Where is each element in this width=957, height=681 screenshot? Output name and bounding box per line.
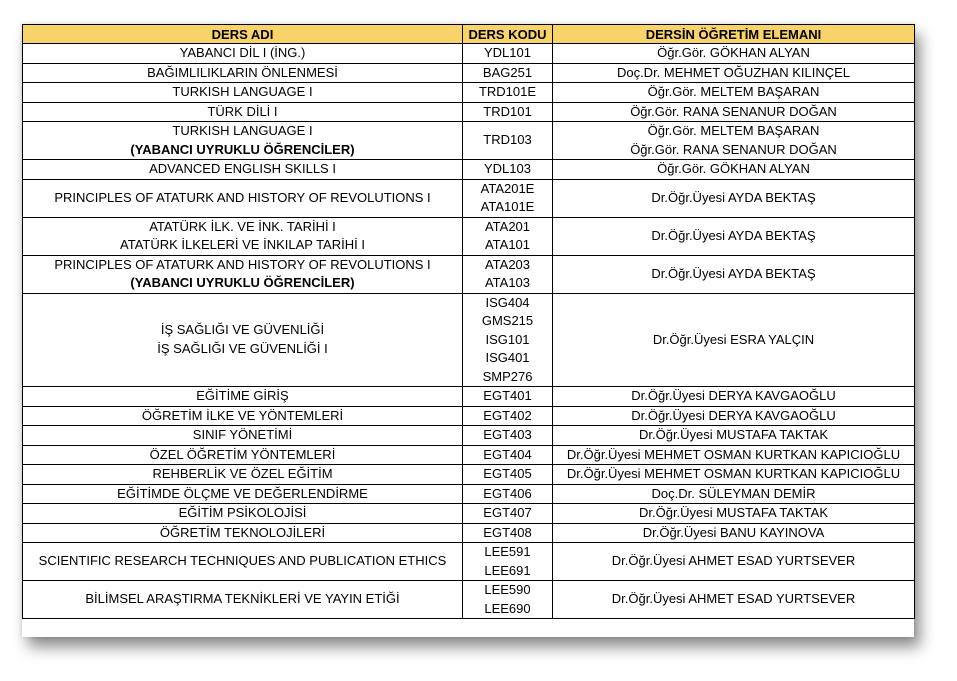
course-name-line: TÜRK DİLİ I	[207, 103, 278, 119]
table-row	[23, 122, 915, 160]
course-name-line: EĞİTİM PSİKOLOJİSİ	[178, 505, 307, 520]
course-name-cell	[23, 217, 463, 255]
course-code-line: EGT406	[483, 485, 532, 501]
course-name-cell	[23, 523, 463, 543]
instructor-line: Dr.Öğr.Üyesi MUSTAFA TAKTAK	[638, 505, 829, 520]
instructor-cell	[553, 504, 915, 524]
course-code-line: TRD103	[483, 132, 532, 148]
course-code-cell	[463, 83, 553, 103]
course-code-line: ISG401	[485, 350, 530, 365]
instructor-line: Doç.Dr. SÜLEYMAN DEMİR	[651, 485, 816, 501]
course-name-line: SINIF YÖNETİMİ	[192, 427, 293, 442]
instructor-line: Dr.Öğr.Üyesi MUSTAFA TAKTAK	[638, 427, 829, 442]
course-name-line: ÖĞRETİM TEKNOLOJİLERİ	[159, 524, 326, 540]
table-row	[23, 465, 915, 485]
instructor-line: Öğr.Gör. GÖKHAN ALYAN	[657, 45, 810, 60]
course-name-line: ÖĞRETİM İLKE VE YÖNTEMLERİ	[141, 407, 344, 423]
instructor-line: Öğr.Gör. GÖKHAN ALYAN	[657, 161, 810, 176]
course-code-line: LEE591	[484, 544, 531, 559]
course-code-line: EGT404	[483, 446, 532, 462]
instructor-cell	[553, 255, 915, 293]
course-name-line: PRINCIPLES OF ATATURK AND HISTORY OF REVOLUTIONS I	[54, 256, 431, 272]
instructor-cell	[553, 102, 915, 122]
header-row	[23, 25, 915, 44]
course-code-line: ATA201E	[480, 180, 535, 196]
course-code-cell	[463, 160, 553, 180]
instructor-line: Dr.Öğr.Üyesi AYDA BEKTAŞ	[651, 227, 816, 243]
course-code-line: SMP276	[482, 368, 533, 384]
instructor-line: Doç.Dr. MEHMET OĞUZHAN KILINÇEL	[616, 64, 851, 80]
table-row	[23, 523, 915, 543]
course-name-cell	[23, 293, 463, 387]
course-code-cell	[463, 179, 553, 217]
course-name-cell	[23, 102, 463, 122]
course-name-line: PRINCIPLES OF ATATURK AND HISTORY OF REVOLUTIONS I	[54, 189, 431, 205]
course-name-line: ATATÜRK İLKELERİ VE İNKILAP TARİHİ I	[120, 237, 365, 252]
instructor-cell	[553, 465, 915, 485]
course-name-line: İŞ SAĞLIĞI VE GÜVENLİĞİ I	[157, 340, 328, 356]
header-instructor: DERSİN ÖĞRETİM ELEMANI	[553, 25, 915, 44]
course-code-line: TRD101E	[478, 84, 537, 99]
instructor-line: Dr.Öğr.Üyesi DERYA KAVGAOĞLU	[631, 407, 836, 423]
table-row	[23, 102, 915, 122]
course-code-line: LEE691	[484, 562, 531, 578]
course-code-cell	[463, 406, 553, 426]
course-code-line: GMS215	[481, 313, 534, 328]
header-course-name: DERS ADI	[23, 25, 463, 44]
course-name-cell	[23, 179, 463, 217]
course-code-line: ISG404	[485, 294, 530, 310]
instructor-line: Dr.Öğr.Üyesi DERYA KAVGAOĞLU	[631, 388, 836, 403]
table-row	[23, 217, 915, 255]
table-row	[23, 179, 915, 217]
course-code-line: EGT402	[483, 407, 532, 423]
instructor-line: Öğr.Gör. MELTEM BAŞARAN	[647, 123, 820, 138]
course-code-line: YDL103	[484, 161, 531, 176]
course-name-cell	[23, 445, 463, 465]
course-name-line: TURKISH LANGUAGE I	[172, 123, 313, 138]
table-row	[23, 160, 915, 180]
course-code-line: EGT401	[483, 388, 532, 403]
course-code-line: LEE690	[484, 600, 531, 616]
instructor-cell	[553, 63, 915, 83]
course-name-line: BAĞIMLILIKLARIN ÖNLENMESİ	[147, 64, 338, 80]
table-row	[23, 445, 915, 465]
course-code-line: EGT408	[483, 524, 532, 540]
course-name-line: İŞ SAĞLIĞI VE GÜVENLİĞİ	[160, 322, 325, 338]
course-code-line: TRD101	[483, 103, 532, 119]
instructor-cell	[553, 484, 915, 504]
course-code-line: YDL101	[484, 45, 531, 60]
course-name-line: BİLİMSEL ARAŞTIRMA TEKNİKLERİ VE YAYIN ETİĞİ	[85, 591, 400, 607]
course-name-cell	[23, 543, 463, 581]
course-code-cell	[463, 543, 553, 581]
table-row	[23, 387, 915, 407]
instructor-cell	[553, 426, 915, 446]
instructor-line: Dr.Öğr.Üyesi AHMET ESAD YURTSEVER	[611, 591, 856, 607]
course-name-cell	[23, 255, 463, 293]
course-name-cell	[23, 160, 463, 180]
header-course-code: DERS KODU	[463, 25, 553, 44]
instructor-cell	[553, 44, 915, 64]
instructor-line: Öğr.Gör. RANA SENANUR DOĞAN	[630, 141, 837, 157]
course-code-line: ATA201	[484, 218, 531, 234]
course-name-cell	[23, 581, 463, 619]
instructor-cell	[553, 179, 915, 217]
course-code-line: ATA101E	[480, 199, 535, 214]
course-code-cell	[463, 122, 553, 160]
instructor-cell	[553, 387, 915, 407]
course-code-line: EGT403	[483, 427, 532, 442]
course-code-cell	[463, 465, 553, 485]
course-code-cell	[463, 44, 553, 64]
course-code-cell	[463, 102, 553, 122]
table-row	[23, 581, 915, 619]
course-code-line: ATA203	[484, 256, 531, 272]
course-name-line: ATATÜRK İLK. VE İNK. TARİHİ I	[149, 218, 336, 234]
table-row	[23, 293, 915, 387]
instructor-line: Öğr.Gör. RANA SENANUR DOĞAN	[630, 103, 837, 119]
table-row	[23, 484, 915, 504]
instructor-cell	[553, 406, 915, 426]
course-code-cell	[463, 581, 553, 619]
table-row	[23, 504, 915, 524]
course-code-cell	[463, 387, 553, 407]
instructor-cell	[553, 122, 915, 160]
course-code-line: EGT405	[483, 466, 532, 481]
course-code-line: ATA101	[484, 237, 531, 252]
course-code-cell	[463, 255, 553, 293]
instructor-line: Dr.Öğr.Üyesi AYDA BEKTAŞ	[651, 189, 816, 205]
course-code-cell	[463, 293, 553, 387]
course-name-line: ÖZEL ÖĞRETİM YÖNTEMLERİ	[149, 446, 336, 462]
course-code-cell	[463, 217, 553, 255]
instructor-line: Dr.Öğr.Üyesi AHMET ESAD YURTSEVER	[611, 553, 856, 569]
instructor-cell	[553, 293, 915, 387]
course-name-line: (YABANCI UYRUKLU ÖĞRENCİLER)	[130, 275, 355, 290]
course-code-cell	[463, 523, 553, 543]
instructor-cell	[553, 523, 915, 543]
table-row	[23, 543, 915, 581]
instructor-cell	[553, 581, 915, 619]
course-code-line: ATA103	[484, 275, 531, 290]
course-name-line: SCIENTIFIC RESEARCH TECHNIQUES AND PUBLICATION ETHICS	[38, 553, 447, 569]
course-code-cell	[463, 426, 553, 446]
course-name-line: TURKISH LANGUAGE I	[172, 84, 313, 99]
course-name-line: EĞİTİME GİRİŞ	[196, 388, 289, 403]
course-name-line: ADVANCED ENGLISH SKILLS I	[149, 161, 336, 176]
course-name-cell	[23, 406, 463, 426]
course-name-cell	[23, 426, 463, 446]
course-name-cell	[23, 122, 463, 160]
table-row	[23, 426, 915, 446]
course-name-cell	[23, 484, 463, 504]
course-name-line: REHBERLİK VE ÖZEL EĞİTİM	[152, 466, 333, 481]
course-code-line: LEE590	[484, 582, 531, 597]
instructor-line: Dr.Öğr.Üyesi BANU KAYINOVA	[642, 524, 825, 540]
course-table-sheet	[22, 24, 914, 637]
course-code-cell	[463, 504, 553, 524]
instructor-line: Dr.Öğr.Üyesi MEHMET OSMAN KURTKAN KAPICIOĞLU	[566, 446, 901, 462]
table-row	[23, 63, 915, 83]
table-row	[23, 44, 915, 64]
course-name-cell	[23, 63, 463, 83]
instructor-cell	[553, 445, 915, 465]
course-code-cell	[463, 484, 553, 504]
table-row	[23, 406, 915, 426]
instructor-cell	[553, 217, 915, 255]
instructor-cell	[553, 160, 915, 180]
course-name-cell	[23, 465, 463, 485]
instructor-line: Dr.Öğr.Üyesi ESRA YALÇIN	[652, 331, 815, 347]
instructor-line: Dr.Öğr.Üyesi MEHMET OSMAN KURTKAN KAPICIOĞLU	[566, 466, 901, 481]
instructor-cell	[553, 83, 915, 103]
course-name-line: EĞİTİMDE ÖLÇME VE DEĞERLENDİRME	[117, 485, 368, 501]
table-row	[23, 255, 915, 293]
course-code-cell	[463, 63, 553, 83]
table-row	[23, 83, 915, 103]
course-name-line: YABANCI DİL I (İNG.)	[179, 45, 306, 60]
instructor-line: Dr.Öğr.Üyesi AYDA BEKTAŞ	[651, 265, 816, 281]
course-code-line: ISG101	[485, 331, 530, 347]
course-name-cell	[23, 83, 463, 103]
table-body	[23, 44, 915, 619]
course-code-line: BAG251	[482, 64, 533, 80]
course-code-cell	[463, 445, 553, 465]
course-name-line: (YABANCI UYRUKLU ÖĞRENCİLER)	[130, 141, 355, 157]
course-code-line: EGT407	[483, 505, 532, 520]
instructor-cell	[553, 543, 915, 581]
course-name-cell	[23, 387, 463, 407]
instructor-line: Öğr.Gör. MELTEM BAŞARAN	[647, 84, 820, 99]
course-table	[22, 24, 915, 619]
course-name-cell	[23, 44, 463, 64]
course-name-cell	[23, 504, 463, 524]
